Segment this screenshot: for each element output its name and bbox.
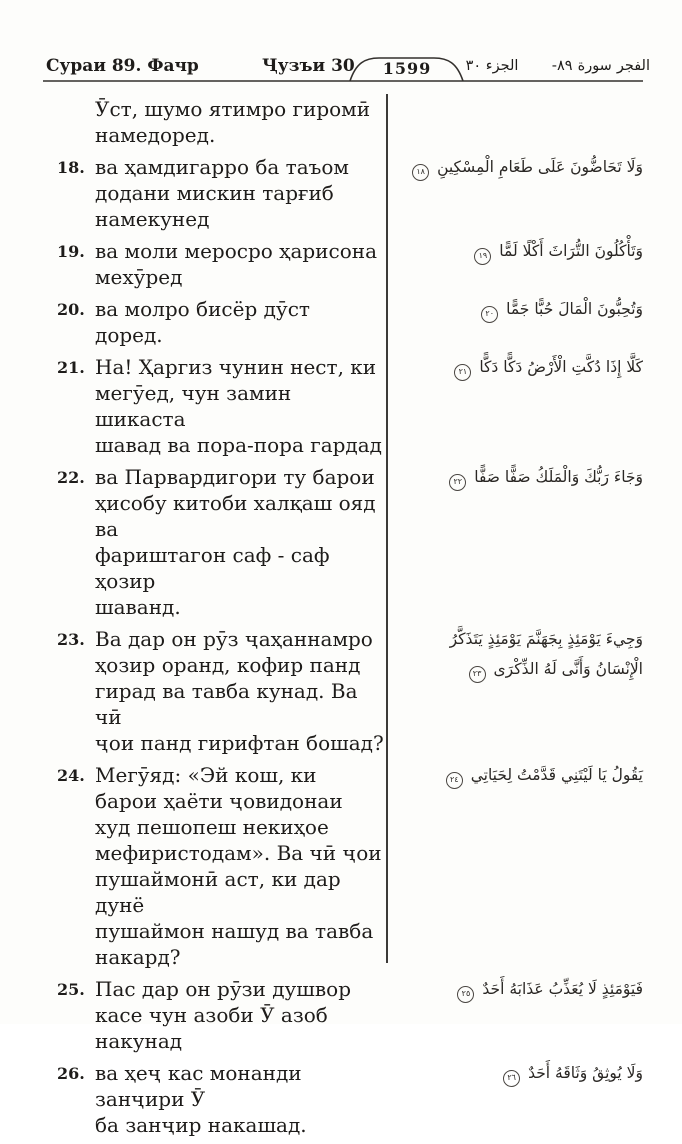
- verse-arabic-text: وَتَأْكُلُونَ التُّرَاثَ أَكْلًا لَمًّا ١٩: [387, 236, 643, 266]
- verse-number: 18.: [57, 158, 85, 177]
- verse-row-18: [57, 154, 643, 232]
- header-surah-arabic-word2: الفجر: [616, 58, 650, 74]
- verse-number: 21.: [57, 358, 85, 377]
- ayah-number-medallion: ٢١: [454, 364, 471, 381]
- verse-number: [57, 96, 95, 97]
- ayah-number-medallion: ٢٤: [446, 772, 463, 789]
- verse-arabic-text: وَلَا تَحَاضُّونَ عَلَى طَعَامِ الْمِسْكِينِ ١٨: [387, 152, 643, 182]
- ayah-number-medallion: ٢٣: [469, 666, 486, 683]
- verse-tajik-text: На! Ҳаргиз чунин нест, ки мегӯед, чун замин шикаста шавад ва пора-пора гардад: [95, 355, 382, 457]
- verse-row-23: [57, 626, 643, 756]
- verse-number: 23.: [57, 630, 85, 649]
- verse-tajik-text: ва ҳеҷ кас монанди занҷири Ӯ ба занҷир накашад.: [95, 1061, 307, 1137]
- ayah-number-medallion: ٢٠: [481, 306, 498, 323]
- verse-row-24: [57, 762, 643, 970]
- verse-row-22: [57, 464, 643, 620]
- verse-number: 24.: [57, 766, 85, 785]
- header-surah-arabic-number: ٨٩-: [551, 58, 573, 74]
- header-juz-cyrillic: Ҷузъи 30: [262, 56, 355, 76]
- verse-arabic-text: يَقُولُ يَا لَيْتَنِي قَدَّمْتُ لِحَيَاتِي ٢٤: [387, 760, 643, 790]
- verse-row-continuation: [57, 96, 643, 148]
- verse-tajik-text: Пас дар он рӯзи душвор касе чун азоби Ӯ азоб накунад: [95, 977, 351, 1053]
- verse-row-26: [57, 1060, 643, 1138]
- verse-arabic-text: فَيَوْمَئِذٍ لَا يُعَذِّبُ عَذَابَهُ أَحَدٌ ٢٥: [387, 974, 643, 1004]
- verse-number: 25.: [57, 980, 85, 999]
- verse-tajik-text: ва молро бисёр дӯст доред.: [95, 297, 310, 347]
- header-surah-title-cyrillic: Сураи 89. Фачр: [46, 56, 199, 76]
- verse-row-19: [57, 238, 643, 290]
- ayah-number-medallion: ٢٢: [449, 474, 466, 491]
- verses-container: [57, 94, 643, 1144]
- ayah-number-medallion: ١٩: [474, 248, 491, 265]
- page-number: 1599: [382, 59, 432, 78]
- verse-tajik-text: Ва дар он рӯз ҷаҳаннамро ҳозир оранд, кофир панд гирад ва тавба кунад. Ва чӣ ҷои панд гирифтан бошад?: [95, 627, 384, 755]
- verse-row-21: [57, 354, 643, 458]
- header-juz-arabic: الجزء ٣٠: [465, 58, 519, 74]
- verse-tajik-text: ва ҳамдигарро ба таъом додани мискин тарғиб намекунед: [95, 155, 349, 231]
- ayah-number-medallion: ٢٦: [503, 1070, 520, 1087]
- header-surah-title-arabic: [552, 53, 650, 79]
- verse-tajik-text: Мегӯяд: «Эй кош, ки барои ҳаёти ҷовидонаи худ пешопеш некиҳое мефиристодам». Ва чӣ ҷои пушаймонӣ аст, ки дар дунё пушаймон нашуд ва тавба накард?: [95, 763, 382, 969]
- verse-arabic-text: وَجِيءَ يَوْمَئِذٍ بِجَهَنَّمَ يَوْمَئِذٍ يَتَذَكَّرُ الْإِنْسَانُ وَأَنَّى لَهُ الذِّكْرَى ٢٣: [387, 624, 643, 684]
- verse-arabic-text: كَلَّا إِذَا دُكَّتِ الْأَرْضُ دَكًّا دَكًّا ٢١: [387, 352, 643, 382]
- verse-number: 20.: [57, 300, 85, 319]
- verse-arabic-text: وَجَاءَ رَبُّكَ وَالْمَلَكُ صَفًّا صَفًّا ٢٢: [387, 462, 643, 492]
- verse-tajik-text: ва Парвардигори ту барои ҳисобу китоби халқаш ояд ва фариштагон саф - саф ҳозир шаванд.: [95, 465, 376, 619]
- verse-arabic-text: وَتُحِبُّونَ الْمَالَ حُبًّا جَمًّا ٢٠: [387, 294, 643, 324]
- ayah-number-medallion: ١٨: [412, 164, 429, 181]
- verse-number: 19.: [57, 242, 85, 261]
- verse-number: 26.: [57, 1064, 85, 1083]
- verse-number: 22.: [57, 468, 85, 487]
- verse-row-25: [57, 976, 643, 1054]
- verse-row-20: [57, 296, 643, 348]
- header-surah-arabic-word1: سورة: [577, 58, 612, 74]
- verse-tajik-text: ва моли меросро ҳарисона мехӯред: [95, 239, 378, 289]
- ayah-number-medallion: ٢٥: [457, 986, 474, 1003]
- verse-arabic-text: وَلَا يُوثِقُ وَثَاقَهُ أَحَدٌ ٢٦: [387, 1058, 643, 1088]
- verse-tajik-text: Ӯст, шумо ятимро гиромӣ намедоред.: [95, 97, 371, 147]
